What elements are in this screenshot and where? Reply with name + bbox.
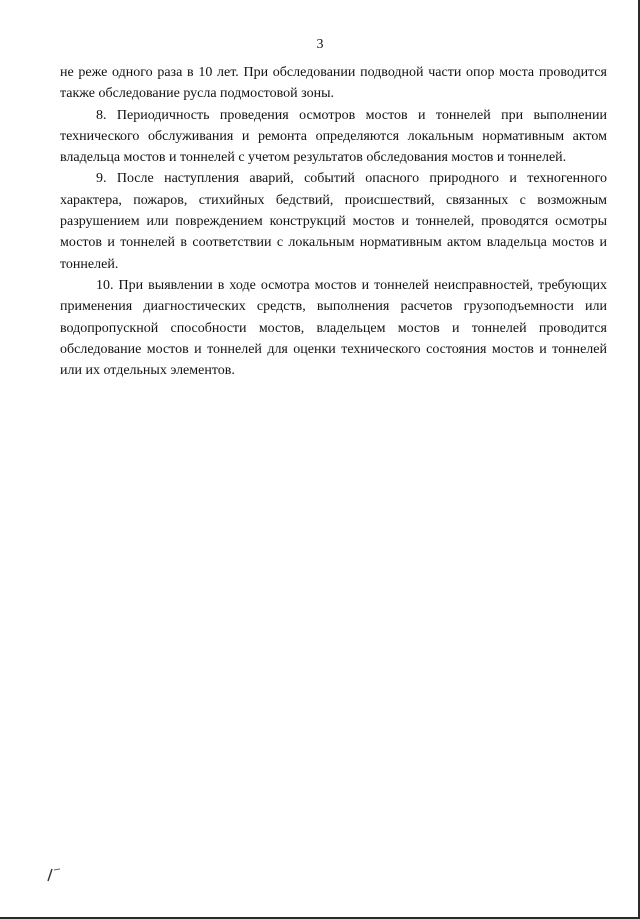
paragraph-continuation: не реже одного раза в 10 лет. При обследовании подводной части опор моста проводится также обследование русла подмостовой зоны. xyxy=(60,65,607,102)
page-number: 3 xyxy=(316,37,324,52)
document-body xyxy=(60,62,607,381)
scan-mark xyxy=(44,866,62,882)
paragraph-8: 8. Периодичность проведения осмотров мостов и тоннелей при выполнении технического обслуживания и ремонта определяются локальным нормативным актом владельца мостов и тоннелей с учетом результатов обследования мостов и тоннелей. xyxy=(60,107,607,166)
paragraph-9: 9. После наступления аварий, событий опасного природного и техногенного характера, пожаров, стихийных бедствий, происшествий, связанных с возможным разрушением или повреждением конструкций мостов и тоннелей, проводятся осмотры мостов и тоннелей в соответствии с локальным нормативным актом владельца мостов и тоннелей. xyxy=(60,171,607,272)
paragraph-10: 10. При выявлении в ходе осмотра мостов и тоннелей неисправностей, требующих применения диагностических средств, выполнения расчетов грузоподъемности или водопропускной способности мостов, владельцем мостов и тоннелей проводится обследование мостов и тоннелей для оценки технического состояния мостов и тоннелей или их отдельных элементов. xyxy=(60,277,607,379)
